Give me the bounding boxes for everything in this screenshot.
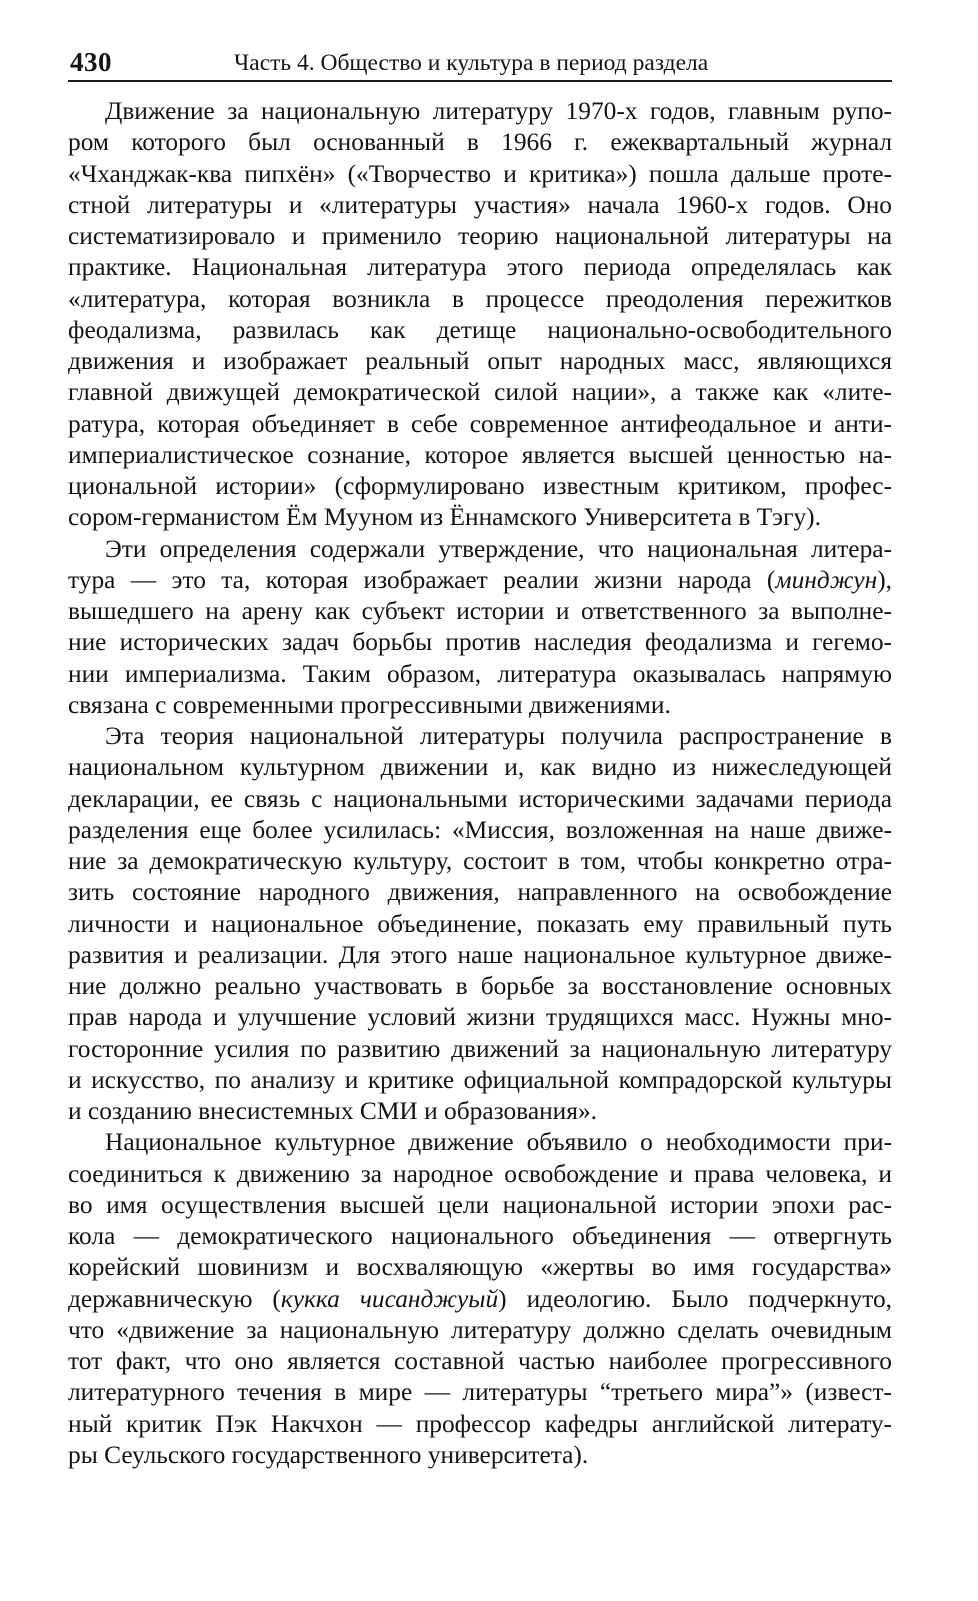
text-line: кола — демократического национального объединения — отвергнуть — [68, 1222, 892, 1250]
text-line: нии империализма. Таким образом, литература оказывалась напрямую — [68, 659, 892, 688]
page-number: 430 — [70, 47, 112, 77]
text-segment: ), — [877, 565, 892, 594]
text-line: что «движение за национальную литературу должно сделать очевидным — [68, 1315, 892, 1344]
text-line: и созданию внесистемных СМИ и образования». — [68, 1097, 597, 1125]
text-line: связана с современными прогрессивными движениями. — [68, 690, 671, 719]
text-line: стной литературы и «литературы участия» начала 1960-х годов. Оно — [68, 190, 892, 219]
text-line: ный критик Пэк Накчхон — профессор кафедры английской литерату- — [68, 1409, 892, 1438]
text-line: главной движущей демократической силой нации», а также как «лите- — [68, 378, 892, 407]
text-line: Национальное культурное движение объявило о необходимости при- — [105, 1128, 892, 1157]
text-line: практике. Национальная литература этого периода определялась как — [68, 253, 892, 282]
paragraph-1 — [68, 96, 892, 534]
text-line: разделения еще более усилилась: «Миссия, возложенная на наше движе- — [68, 815, 892, 844]
running-title: Часть 4. Общество и культура в период раздела — [234, 50, 709, 76]
text-line: соединиться к движению за народное освобождение и права человека, и — [68, 1159, 892, 1188]
italic-term: кукка чисанджуый — [280, 1284, 499, 1313]
text-segment: ) идеологию. Было подчеркнуто, — [498, 1284, 892, 1313]
text-line: ры Сеульского государственного университета). — [68, 1440, 589, 1469]
text-line: ние за демократическую культуру, состоит в том, чтобы конкретно отра- — [68, 847, 892, 875]
text-line-with-italic — [68, 565, 892, 596]
text-line: Эта теория национальной литературы получила распространение в — [105, 722, 892, 750]
text-line: Движение за национальную литературу 1970-х годов, главным рупо- — [105, 97, 892, 125]
text-line: декларации, ее связь с национальными историческими задачами периода — [68, 784, 892, 813]
text-line: литературного течения в мире — литературы “третьего мира”» (извест- — [68, 1378, 892, 1407]
paragraph-3 — [68, 721, 892, 1127]
text-line: корейский шовинизм и восхваляющую «жертвы во имя государства» — [68, 1253, 892, 1282]
text-line: Эти определения содержали утверждение, что национальная литера- — [105, 534, 892, 563]
text-line: личности и национальное объединение, показать ему правильный путь — [68, 909, 892, 938]
text-line: циональной истории» (сформулировано известным критиком, профес- — [68, 472, 892, 500]
text-line: сором-германистом Ём Мууном из Ённамского Университета в Тэгу). — [68, 503, 821, 532]
italic-term: минджун — [775, 565, 878, 594]
text-line: госторонние усилия по развитию движений за национальную литературу — [68, 1034, 892, 1063]
text-line: империалистическое сознание, которое является высшей ценностью на- — [68, 440, 892, 469]
text-line: систематизировало и применило теорию национальной литературы на — [68, 222, 892, 250]
body-text — [68, 96, 892, 1471]
text-line: ратура, которая объединяет в себе современное антифеодальное и анти- — [68, 409, 892, 438]
text-line: ром которого был основанный в 1966 г. ежеквартальный журнал — [68, 128, 892, 157]
text-segment: державническую ( — [68, 1284, 281, 1313]
text-line: прав народа и улучшение условий жизни трудящихся масс. Нужны мно- — [68, 1003, 892, 1032]
text-line: вышедшего на арену как субъект истории и ответственного за выполне- — [68, 597, 892, 625]
text-line: во имя осуществления высшей цели национальной истории эпохи рас- — [68, 1190, 892, 1219]
text-line: национальном культурном движении и, как видно из нижеследующей — [68, 753, 892, 782]
paragraph-2 — [68, 534, 892, 722]
text-line: ние исторических задач борьбы против наследия феодализма и гегемо- — [68, 628, 892, 657]
text-line: «литература, которая возникла в процессе преодоления пережитков — [68, 284, 892, 313]
text-line: феодализма, развилась как детище национально-освободительного — [68, 315, 892, 344]
text-line: развития и реализации. Для этого наше национальное культурное движе- — [68, 940, 892, 969]
text-line: и искусство, по анализу и критике официальной компрадорской культуры — [68, 1065, 892, 1094]
text-line: «Чханджак-ква пипхён» («Творчество и критика») пошла дальше проте- — [68, 159, 892, 188]
text-line: движения и изображает реальный опыт народных масс, являющихся — [68, 347, 892, 375]
text-line: зить состояние народного движения, направленного на освобождение — [68, 878, 892, 907]
running-header — [68, 44, 892, 82]
text-line-with-italic — [68, 1284, 892, 1315]
text-segment: тура — это та, которая изображает реалии жизни народа ( — [68, 565, 776, 594]
text-line: тот факт, что оно является составной частью наиболее прогрессивного — [68, 1347, 892, 1375]
paragraph-4 — [68, 1127, 892, 1471]
text-line: ние должно реально участвовать в борьбе за восстановление основных — [68, 972, 892, 1000]
